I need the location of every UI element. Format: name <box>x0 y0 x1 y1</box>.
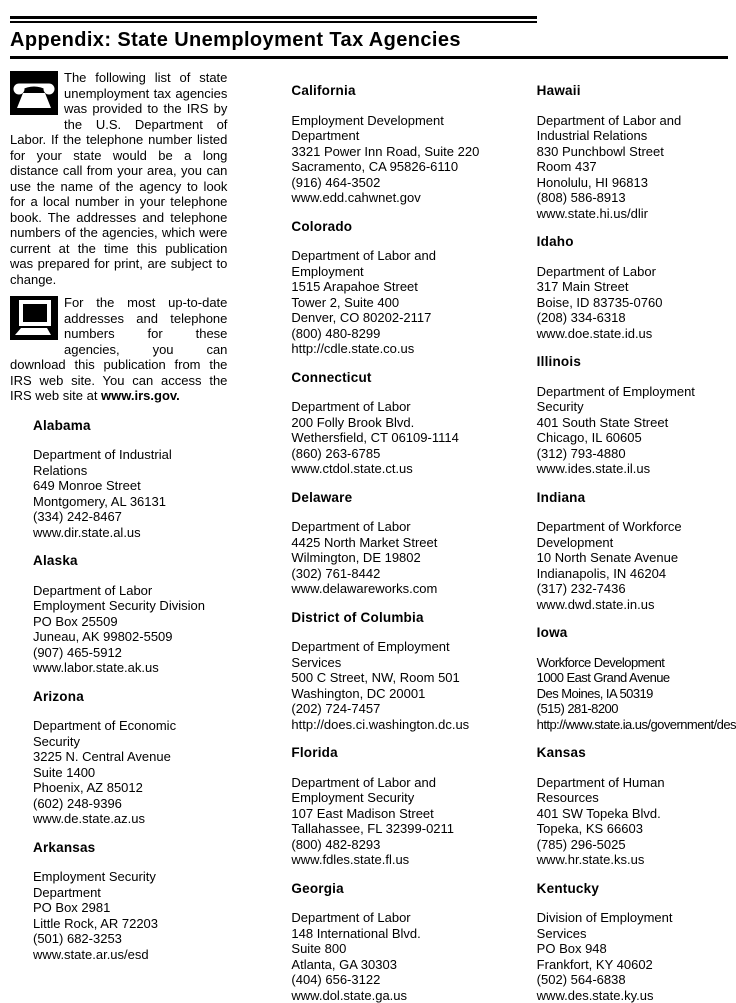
address-line: 107 East Madison Street <box>291 806 498 822</box>
address-line: Workforce Development <box>537 655 736 671</box>
state-block <box>537 881 736 1003</box>
state-name-heading: California <box>291 83 498 99</box>
address-line: Sacramento, CA 95826-6110 <box>291 159 498 175</box>
state-name-heading: Indiana <box>537 490 736 506</box>
state-address <box>291 910 498 1003</box>
address-line: 148 International Blvd. <box>291 926 498 942</box>
address-line: (916) 464-3502 <box>291 175 498 191</box>
address-line: (907) 465-5912 <box>33 645 227 661</box>
address-line: 401 SW Topeka Blvd. <box>537 806 736 822</box>
address-line: www.delawareworks.com <box>291 581 498 597</box>
state-name-heading: Illinois <box>537 354 736 370</box>
state-block <box>33 418 227 541</box>
address-line: Relations <box>33 463 227 479</box>
address-line: (860) 263-6785 <box>291 446 498 462</box>
address-line: Chicago, IL 60605 <box>537 430 736 446</box>
address-line: (312) 793-4880 <box>537 446 736 462</box>
state-block <box>537 745 736 868</box>
address-line: Tallahassee, FL 32399-0211 <box>291 821 498 837</box>
address-line: www.ctdol.state.ct.us <box>291 461 498 477</box>
state-address <box>291 519 498 597</box>
state-block <box>291 881 498 1003</box>
address-line: Department of Industrial <box>33 447 227 463</box>
address-line: Department of Labor <box>33 583 227 599</box>
state-block <box>537 234 736 341</box>
state-address <box>291 399 498 477</box>
address-line: PO Box 2981 <box>33 900 227 916</box>
state-name-heading: Arkansas <box>33 840 227 856</box>
address-line: Department of Workforce <box>537 519 736 535</box>
address-line: Department of Labor and <box>291 248 498 264</box>
address-line: www.dol.state.ga.us <box>291 988 498 1003</box>
state-name-heading: Florida <box>291 745 498 761</box>
address-line: Department of Labor <box>537 264 736 280</box>
state-name-heading: Alaska <box>33 553 227 569</box>
page-header <box>0 0 736 59</box>
address-line: www.doe.state.id.us <box>537 326 736 342</box>
address-line: 317 Main Street <box>537 279 736 295</box>
state-address <box>537 113 736 222</box>
address-line: (785) 296-5025 <box>537 837 736 853</box>
address-line: Employment Security <box>33 869 227 885</box>
address-line: Suite 800 <box>291 941 498 957</box>
state-block <box>537 490 736 613</box>
address-line: (334) 242-8467 <box>33 509 227 525</box>
address-line: Department of Human <box>537 775 736 791</box>
address-line: www.fdles.state.fl.us <box>291 852 498 868</box>
state-block <box>291 219 498 357</box>
state-name-heading: Idaho <box>537 234 736 250</box>
address-line: (202) 724-7457 <box>291 701 498 717</box>
address-line: www.state.ar.us/esd <box>33 947 227 963</box>
address-line: Indianapolis, IN 46204 <box>537 566 736 582</box>
address-line: www.des.state.ky.us <box>537 988 736 1003</box>
address-line: www.ides.state.il.us <box>537 461 736 477</box>
address-line: Employment <box>291 264 498 280</box>
telephone-icon <box>10 71 58 115</box>
address-line: Little Rock, AR 72203 <box>33 916 227 932</box>
state-name-heading: District of Columbia <box>291 610 498 626</box>
state-address <box>537 910 736 1003</box>
state-block <box>291 610 498 733</box>
address-line: www.hr.state.ks.us <box>537 852 736 868</box>
state-block <box>537 625 736 732</box>
state-address <box>291 248 498 357</box>
address-line: Denver, CO 80202-2117 <box>291 310 498 326</box>
address-line: Suite 1400 <box>33 765 227 781</box>
address-line: Department of Labor <box>291 910 498 926</box>
address-line: (515) 281-8200 <box>537 701 736 717</box>
content-columns <box>0 59 736 1003</box>
address-line: 3321 Power Inn Road, Suite 220 <box>291 144 498 160</box>
address-line: Services <box>291 655 498 671</box>
address-line: Employment Development <box>291 113 498 129</box>
state-name-heading: Connecticut <box>291 370 498 386</box>
address-line: Services <box>537 926 736 942</box>
states-list-column-1 <box>33 418 227 963</box>
state-address <box>537 775 736 868</box>
address-line: 4425 North Market Street <box>291 535 498 551</box>
address-line: Department of Labor and <box>537 113 736 129</box>
address-line: 500 C Street, NW, Room 501 <box>291 670 498 686</box>
state-name-heading: Alabama <box>33 418 227 434</box>
state-block <box>33 840 227 963</box>
state-address <box>537 264 736 342</box>
address-line: 649 Monroe Street <box>33 478 227 494</box>
address-line: 401 South State Street <box>537 415 736 431</box>
address-line: (602) 248-9396 <box>33 796 227 812</box>
address-line: Department of Employment <box>537 384 736 400</box>
address-line: 1000 East Grand Avenue <box>537 670 736 686</box>
address-line: (502) 564-6838 <box>537 972 736 988</box>
address-line: Industrial Relations <box>537 128 736 144</box>
state-address <box>33 869 227 962</box>
address-line: Department <box>33 885 227 901</box>
address-line: www.state.hi.us/dlir <box>537 206 736 222</box>
address-line: Honolulu, HI 96813 <box>537 175 736 191</box>
address-line: www.dwd.state.in.us <box>537 597 736 613</box>
computer-icon <box>10 296 58 340</box>
address-line: Washington, DC 20001 <box>291 686 498 702</box>
state-address <box>33 718 227 827</box>
address-line: (501) 682-3253 <box>33 931 227 947</box>
state-block <box>291 490 498 597</box>
address-line: Department of Economic <box>33 718 227 734</box>
address-line: http://cdle.state.co.us <box>291 341 498 357</box>
address-line: Department of Labor <box>291 399 498 415</box>
irs-website-url: www.irs.gov. <box>101 388 180 403</box>
state-address <box>291 775 498 868</box>
column-1 <box>10 70 227 962</box>
state-address <box>33 583 227 676</box>
address-line: Department <box>291 128 498 144</box>
address-line: Atlanta, GA 30303 <box>291 957 498 973</box>
states-list-column-3 <box>537 70 736 1003</box>
state-block <box>291 745 498 868</box>
address-line: Division of Employment <box>537 910 736 926</box>
address-line: Security <box>33 734 227 750</box>
address-line: 3225 N. Central Avenue <box>33 749 227 765</box>
state-name-heading: Delaware <box>291 490 498 506</box>
state-block <box>33 553 227 676</box>
state-block <box>537 354 736 477</box>
address-line: PO Box 25509 <box>33 614 227 630</box>
address-line: Security <box>537 399 736 415</box>
state-name-heading: Kentucky <box>537 881 736 897</box>
intro-paragraph-1-text: The following list of state unemployment tax agencies was provided to the IRS by the U.S. Department of Labor. If the telephone number listed for your state would be a long distance call from your area, you can use the name of the agency to look for a local number in your telephone book. The addresses and telephone numbers of the agencies, which were current at the time this publication was prepared for print, are subject to change. <box>10 70 227 287</box>
state-name-heading: Iowa <box>537 625 736 641</box>
address-line: Phoenix, AZ 85012 <box>33 780 227 796</box>
state-name-heading: Arizona <box>33 689 227 705</box>
address-line: Development <box>537 535 736 551</box>
address-line: Wilmington, DE 19802 <box>291 550 498 566</box>
address-line: PO Box 948 <box>537 941 736 957</box>
page-title: Appendix: State Unemployment Tax Agencies <box>10 28 736 52</box>
address-line: Room 437 <box>537 159 736 175</box>
state-address <box>537 655 736 733</box>
address-line: Resources <box>537 790 736 806</box>
address-line: Frankfort, KY 40602 <box>537 957 736 973</box>
address-line: Department of Labor <box>291 519 498 535</box>
state-name-heading: Hawaii <box>537 83 736 99</box>
address-line: www.dir.state.al.us <box>33 525 227 541</box>
address-line: http://www.state.ia.us/government/des <box>537 717 736 733</box>
state-block <box>33 689 227 827</box>
address-line: Tower 2, Suite 400 <box>291 295 498 311</box>
address-line: www.edd.cahwnet.gov <box>291 190 498 206</box>
address-line: http://does.ci.washington.dc.us <box>291 717 498 733</box>
state-block <box>537 83 736 221</box>
state-address <box>33 447 227 540</box>
address-line: 1515 Arapahoe Street <box>291 279 498 295</box>
address-line: (317) 232-7436 <box>537 581 736 597</box>
address-line: 10 North Senate Avenue <box>537 550 736 566</box>
address-line: Boise, ID 83735-0760 <box>537 295 736 311</box>
address-line: Employment Security Division <box>33 598 227 614</box>
address-line: (404) 656-3122 <box>291 972 498 988</box>
state-address <box>537 519 736 612</box>
intro-paragraph-2-text: For the most up-to-date addresses and telephone numbers for these agencies, you can download this publication from the IRS web site. You can access the IRS web site at <box>10 295 227 403</box>
state-address <box>291 113 498 206</box>
top-double-rule <box>10 16 537 23</box>
address-line: Topeka, KS 66603 <box>537 821 736 837</box>
state-block <box>291 83 498 206</box>
address-line: (800) 480-8299 <box>291 326 498 342</box>
address-line: (800) 482-8293 <box>291 837 498 853</box>
address-line: (302) 761-8442 <box>291 566 498 582</box>
address-line: www.labor.state.ak.us <box>33 660 227 676</box>
state-address <box>537 384 736 477</box>
address-line: www.de.state.az.us <box>33 811 227 827</box>
address-line: Department of Labor and <box>291 775 498 791</box>
intro-paragraph-1 <box>10 70 227 287</box>
states-list-column-2 <box>291 70 498 1003</box>
state-name-heading: Kansas <box>537 745 736 761</box>
state-name-heading: Georgia <box>291 881 498 897</box>
address-line: Employment Security <box>291 790 498 806</box>
state-block <box>291 370 498 477</box>
address-line: Department of Employment <box>291 639 498 655</box>
address-line: 830 Punchbowl Street <box>537 144 736 160</box>
state-address <box>291 639 498 732</box>
address-line: (808) 586-8913 <box>537 190 736 206</box>
address-line: Juneau, AK 99802-5509 <box>33 629 227 645</box>
intro-paragraph-2 <box>10 295 227 404</box>
state-name-heading: Colorado <box>291 219 498 235</box>
address-line: Montgomery, AL 36131 <box>33 494 227 510</box>
address-line: Des Moines, IA 50319 <box>537 686 736 702</box>
address-line: (208) 334-6318 <box>537 310 736 326</box>
address-line: 200 Folly Brook Blvd. <box>291 415 498 431</box>
address-line: Wethersfield, CT 06109-1114 <box>291 430 498 446</box>
